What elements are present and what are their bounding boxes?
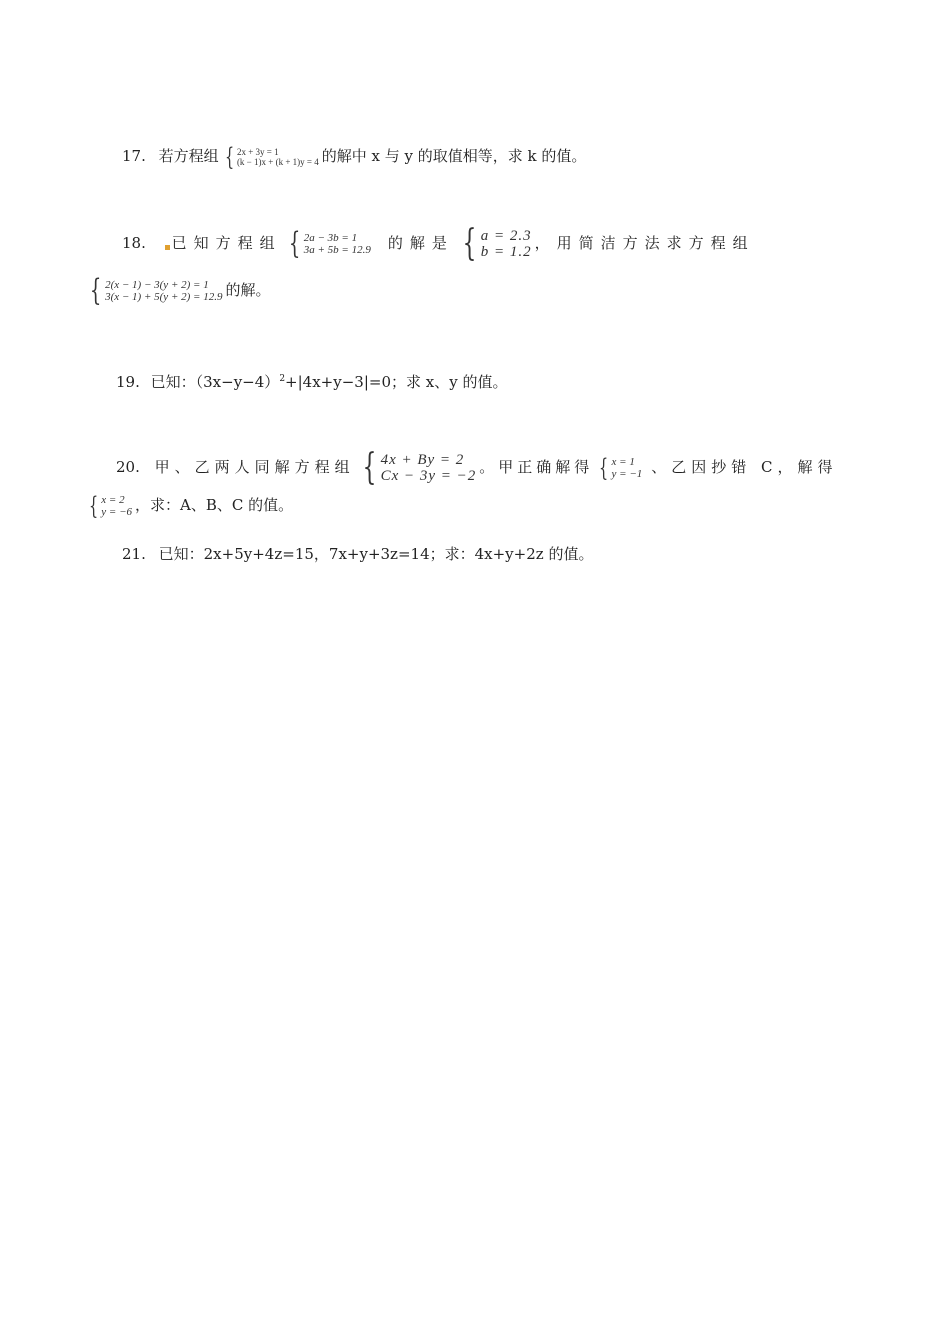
question-text: 已知：（3x−y−4） [150, 373, 280, 391]
question-number: 18. [122, 234, 146, 252]
question-text: 的解中 x 与 y 的取值相等，求 k 的值。 [321, 147, 587, 165]
marker-icon [165, 245, 170, 250]
equation: 2x + 3y = 1 [236, 147, 279, 157]
question-text: 已知方程组 [171, 234, 282, 252]
question-text: ，用简洁方法求方程组 [534, 234, 755, 252]
equation-system [358, 447, 477, 488]
question-18-continued [86, 273, 271, 308]
question-number: 21. [122, 545, 146, 563]
brace-icon: { [89, 273, 102, 308]
question-21 [122, 544, 593, 564]
equation: (k − 1)x + (k + 1)y = 4 [236, 157, 319, 167]
question-19 [116, 369, 507, 392]
equation-system [222, 145, 319, 169]
question-number: 19. [116, 373, 140, 391]
question-number: 17. [122, 147, 146, 165]
question-20-continued [86, 494, 293, 518]
question-text: 。甲正确解得 [479, 458, 594, 476]
equation: y = −1 [611, 468, 643, 480]
equation: 3(x − 1) + 5(y + 2) = 12.9 [105, 291, 223, 303]
equation: x = 2 [101, 494, 125, 506]
equation: 3a + 5b = 12.9 [303, 244, 371, 256]
brace-icon: { [462, 223, 477, 264]
equation-system [86, 273, 223, 308]
equation: Cx − 3y = −2 [380, 468, 477, 484]
brace-icon: { [224, 143, 234, 171]
question-text: 的解是 [387, 234, 454, 252]
question-17 [122, 145, 586, 169]
brace-icon: { [362, 447, 376, 488]
equation: b = 1.2 [480, 244, 532, 260]
equation: x = 1 [611, 456, 635, 468]
equation: 2(x − 1) − 3(y + 2) = 1 [105, 279, 209, 291]
equation: y = −6 [101, 506, 133, 518]
brace-icon: { [599, 454, 609, 482]
solution-system [458, 223, 532, 264]
question-text: 若方程组 [158, 147, 219, 165]
brace-icon: { [89, 492, 99, 520]
question-text: ，求：A、B、C 的值。 [135, 496, 294, 514]
question-20 [116, 447, 838, 488]
question-text: 甲、乙两人同解方程组 [154, 458, 355, 476]
solution-system [596, 456, 642, 480]
question-text: +|4x+y−3|=0；求 x、y 的值。 [285, 373, 508, 391]
solution-system [86, 494, 132, 518]
equation-system [285, 226, 371, 261]
equation: a = 2.3 [480, 228, 532, 244]
equation: 2a − 3b = 1 [303, 232, 358, 244]
question-text: 、乙因抄错 C，解得 [651, 458, 838, 476]
question-text: 已知：2x+5y+4z=15，7x+y+3z=14；求：4x+y+2z 的值。 [158, 545, 594, 563]
exponent: 2 [279, 374, 286, 384]
question-number: 20. [116, 458, 140, 476]
brace-icon: { [288, 226, 300, 261]
question-text: 的解。 [225, 281, 271, 299]
question-18 [122, 223, 755, 264]
equation: 4x + By = 2 [380, 452, 465, 468]
